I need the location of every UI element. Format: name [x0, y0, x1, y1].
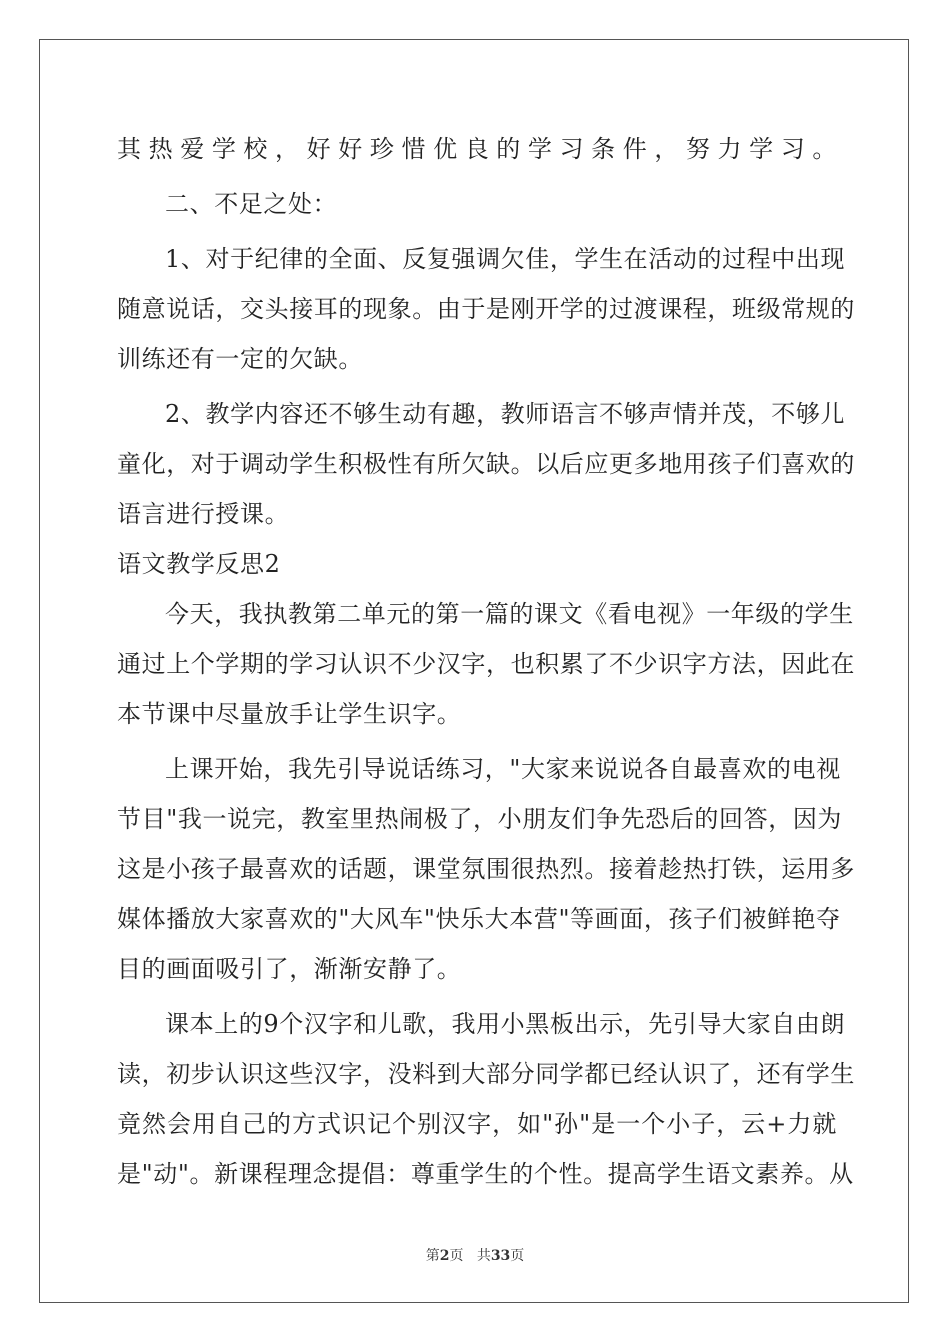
text-line: 随意说话，交头接耳的现象。由于是刚开学的过渡课程，班级常规的	[117, 295, 855, 323]
page-suffix: 页	[449, 1248, 464, 1264]
text-line: 本节课中尽量放手让学生识字。	[117, 700, 462, 728]
text-line: 今天，我执教第二单元的第一篇的课文《看电视》一年级的学生	[165, 600, 854, 628]
text-line: 目的画面吸引了，渐渐安静了。	[117, 955, 462, 983]
text-line: 上课开始，我先引导说话练习，"大家来说说各自最喜欢的电视	[165, 755, 841, 783]
page-number: 2	[439, 1248, 450, 1264]
text-line: 其热爱学校，好好珍惜优良的学习条件，努力学习。	[117, 135, 837, 163]
text-line: 是"动"。新课程理念提倡：尊重学生的个性。提高学生语文素养。从	[117, 1160, 854, 1188]
document-body	[117, 124, 855, 1199]
total-prefix: 共	[476, 1248, 491, 1264]
text-line: 节目"我一说完，教室里热闹极了，小朋友们争先恐后的回答，因为	[117, 805, 843, 833]
text-line: 这是小孩子最喜欢的话题，课堂氛围很热烈。接着趁热打铁，运用多	[117, 855, 855, 883]
text-line: 童化，对于调动学生积极性有所欠缺。以后应更多地用孩子们喜欢的	[117, 450, 855, 478]
document-title: 语文教学反思2	[117, 550, 281, 578]
text-line: 1、对于纪律的全面、反复强调欠佳，学生在活动的过程中出现	[165, 245, 846, 273]
text-line: 读，初步认识这些汉字，没料到大部分同学都已经认识了，还有学生	[117, 1060, 855, 1088]
text-line: 课本上的9个汉字和儿歌，我用小黑板出示，先引导大家自由朗	[165, 1010, 846, 1038]
total-pages: 33	[490, 1248, 511, 1264]
text-line: 2、教学内容还不够生动有趣，教师语言不够声情并茂，不够儿	[165, 400, 846, 428]
text-line: 媒体播放大家喜欢的"大风车"快乐大本营"等画面，孩子们被鲜艳夺	[117, 905, 841, 933]
total-suffix: 页	[510, 1248, 525, 1264]
text-line: 通过上个学期的学习认识不少汉字，也积累了不少识字方法，因此在	[117, 650, 855, 678]
text-line: 训练还有一定的欠缺。	[117, 345, 363, 373]
text-line: 语言进行授课。	[117, 500, 290, 528]
text-line: 竟然会用自己的方式识记个别汉字，如"孙"是一个小子，云+力就	[117, 1110, 837, 1138]
page-footer	[0, 1245, 950, 1265]
page-prefix: 第	[425, 1248, 440, 1264]
section-heading: 二、不足之处：	[165, 190, 338, 218]
